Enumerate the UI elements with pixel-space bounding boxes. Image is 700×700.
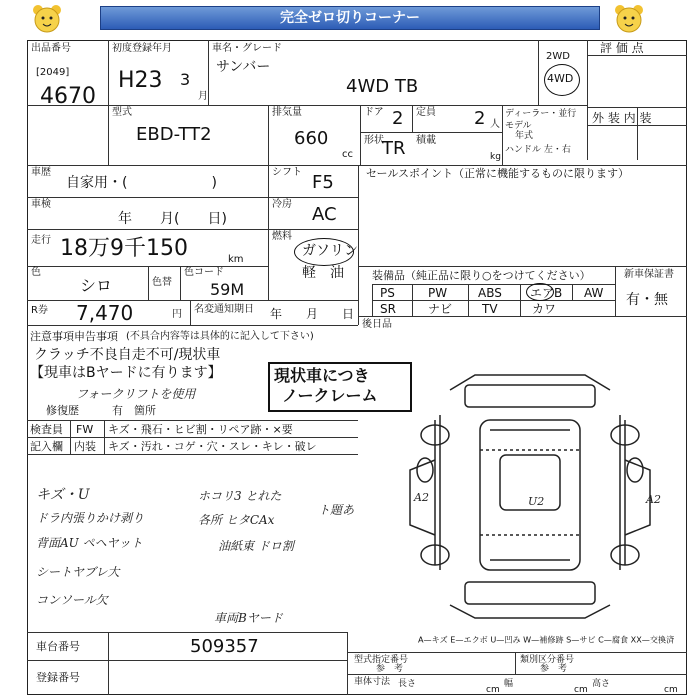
diagram-mark-a: A2 <box>414 491 429 504</box>
shape-label: 形状 <box>364 135 384 146</box>
hand-note-left-1: キズ・U <box>36 487 90 503</box>
dealer-label: ディーラー・並行 <box>505 109 577 119</box>
equipment-navi: ナビ <box>428 302 453 316</box>
hand-note-left-3: 背面AU ペヘヤット <box>36 536 143 550</box>
stamp-line2: ノークレーム <box>282 386 378 405</box>
airbag-circle-mark <box>526 283 554 301</box>
body-size-label: 車体寸法 <box>354 677 391 687</box>
hand-note-bottom: 車両Bヤード <box>214 611 283 625</box>
displacement-label: 排気量 <box>272 107 302 118</box>
diagram-rear-top <box>450 375 610 390</box>
score-label: 評 価 点 <box>600 41 644 55</box>
chassis-label: 車台番号 <box>36 640 80 653</box>
capacity-unit: 人 <box>490 119 500 130</box>
color-code-label: 色コード <box>184 267 224 278</box>
drive-4wd: 4WD <box>547 72 574 85</box>
notes-handwritten: フォークリフトを使用 <box>76 387 196 401</box>
doors-value: 2 <box>392 108 404 129</box>
fw-label: FW <box>76 423 94 436</box>
body-height: 高さ <box>592 679 611 689</box>
car-name: サンバー <box>216 59 271 75</box>
fw-items: キズ・飛石・ヒビ割・リペア跡・×要 <box>108 423 293 436</box>
lot-number: 4670 <box>40 84 96 109</box>
inspector-label: 検査員 <box>30 423 63 436</box>
equipment-airbag: エアB <box>530 286 563 300</box>
interior-items: キズ・汚れ・コゲ・穴・スレ・キレ・破レ <box>108 440 317 453</box>
shift-label: シフト <box>272 167 302 178</box>
lot-small-code: [2049] <box>36 67 70 78</box>
color-value: シロ <box>80 276 113 295</box>
equipment-pw: PW <box>428 286 448 300</box>
later-items-label: 後日品 <box>362 319 392 330</box>
equipment-ps: PS <box>380 286 395 300</box>
bear-mascot-icon <box>30 2 64 36</box>
lot-number-label: 出品番号 <box>31 43 71 54</box>
diagram-mark-u: U2 <box>528 495 545 508</box>
doors-label: ドア <box>364 107 384 118</box>
body-width: 幅 <box>504 679 514 689</box>
width-cm: cm <box>574 685 588 695</box>
exterior-interior-label: 外 装 内 装 <box>592 111 652 125</box>
equipment-aw: AW <box>584 286 604 300</box>
equipment-title: 装備品（純正品に限り○をつけてください） <box>372 269 591 282</box>
type-label: 型式 <box>112 107 132 118</box>
name-change-value: 年 月 日 <box>270 307 355 321</box>
category-number-ref: 参 考 <box>540 664 568 674</box>
registration-era-year: H23 <box>118 68 163 93</box>
sales-point-title: セールスポイント（正常に機能するものに限ります） <box>366 167 630 180</box>
color-code-value: 59M <box>210 280 245 299</box>
ac-value: AC <box>312 204 337 225</box>
ac-label: 冷房 <box>272 199 292 210</box>
km-unit: km <box>228 254 244 265</box>
registration-label: 登録番号 <box>36 671 80 684</box>
history-value: 自家用・( ) <box>66 175 217 191</box>
registration-month: 3 <box>180 70 191 89</box>
notes-instruction: (不具合内容等は具体的に記入して下さい) <box>126 331 314 342</box>
first-registration-label: 初度登録年月 <box>112 43 172 54</box>
notes-line1: クラッチ不良自走不可/現状車 <box>34 347 221 363</box>
hand-note-mid-1: ホコリ3 とれた <box>198 489 282 503</box>
stamp-line1: 現状車につき <box>274 366 370 385</box>
hand-note-left-2: ドラ内張りかけ剥り <box>36 511 145 525</box>
fuel-diesel: 軽 油 <box>302 265 344 281</box>
warranty-value: 有・無 <box>626 292 668 308</box>
shape-value: TR <box>382 138 406 159</box>
fuel-label: 燃料 <box>272 231 292 242</box>
equipment-abs: ABS <box>478 286 502 300</box>
hand-note-left-4: シートヤブレ大 <box>36 565 120 579</box>
equipment-tv: TV <box>482 302 498 316</box>
repair-label: 修復歴 <box>46 404 79 417</box>
height-cm: cm <box>664 685 678 695</box>
category-number-label: 類別区分番号 <box>520 655 575 665</box>
load-label: 積載 <box>416 135 436 146</box>
capacity-value: 2 <box>474 108 486 129</box>
shift-value: F5 <box>312 172 334 193</box>
hand-note-side: ト題あ <box>318 503 355 517</box>
name-change-label: 名変通知期日 <box>194 304 254 315</box>
cc-unit: cc <box>342 149 353 160</box>
hand-note-left-5: コンソール欠 <box>36 593 108 607</box>
model-year-label: モデル <box>505 121 532 131</box>
diagram-mark-right: A2 <box>646 493 661 506</box>
color-change-label: 色替 <box>152 277 172 288</box>
type-value: EBD-TT2 <box>136 124 212 145</box>
drive-2wd: 2WD <box>546 51 570 62</box>
notes-label: 注意事項申告事項 <box>30 330 118 343</box>
banner-title: 完全ゼロ切りコーナー <box>100 6 600 30</box>
form-number-label: 型式指定番号 <box>354 655 409 665</box>
car-name-label: 車名・グレード <box>212 43 282 54</box>
damage-code-legend: A—キズ E—エクボ U—凹み W—補修跡 S—サビ C—腐食 XX—交換済 <box>418 636 675 646</box>
hand-note-mid-3: 油紙東 ドロ割 <box>218 539 294 553</box>
repair-value: 有 <box>112 404 123 417</box>
history-label: 車歴 <box>31 167 51 178</box>
mileage-label: 走行 <box>31 235 51 246</box>
hand-note-mid-2: 各所 ヒタCAx <box>198 513 275 527</box>
equipment-sr: SR <box>380 302 396 316</box>
displacement-value: 660 <box>294 128 329 149</box>
inspection-value: 年 月( 日) <box>118 211 227 227</box>
warranty-label: 新車保証書 <box>624 269 674 280</box>
capacity-label: 定員 <box>416 107 436 118</box>
yen-unit: 円 <box>172 309 182 320</box>
entry-label: 記入欄 <box>30 440 63 453</box>
fuel-gasoline: ガソリン <box>302 243 358 259</box>
equipment-leather: カワ <box>532 302 557 316</box>
year-label: 年式 <box>515 131 534 141</box>
length-cm: cm <box>486 685 500 695</box>
interior-label: 内装 <box>74 440 96 453</box>
form-number-ref: 参 考 <box>376 664 404 674</box>
color-label: 色 <box>31 267 41 278</box>
recycle-value: 7,470 <box>76 301 134 325</box>
kg-unit: kg <box>490 152 501 162</box>
handle-label: ハンドル 左・右 <box>505 145 571 155</box>
chassis-value: 509357 <box>190 636 259 657</box>
bear-mascot-icon <box>612 2 646 36</box>
grade: 4WD TB <box>346 76 419 97</box>
repair-suffix: 箇所 <box>134 404 156 417</box>
inspection-label: 車検 <box>31 199 51 210</box>
notes-line2: 【現車はBヤードに有ります】 <box>30 365 222 381</box>
month-unit: 月 <box>198 91 208 102</box>
mileage-value: 18万9千150 <box>60 236 188 261</box>
body-length: 長さ <box>398 679 417 689</box>
recycle-label: R券 <box>31 305 48 316</box>
